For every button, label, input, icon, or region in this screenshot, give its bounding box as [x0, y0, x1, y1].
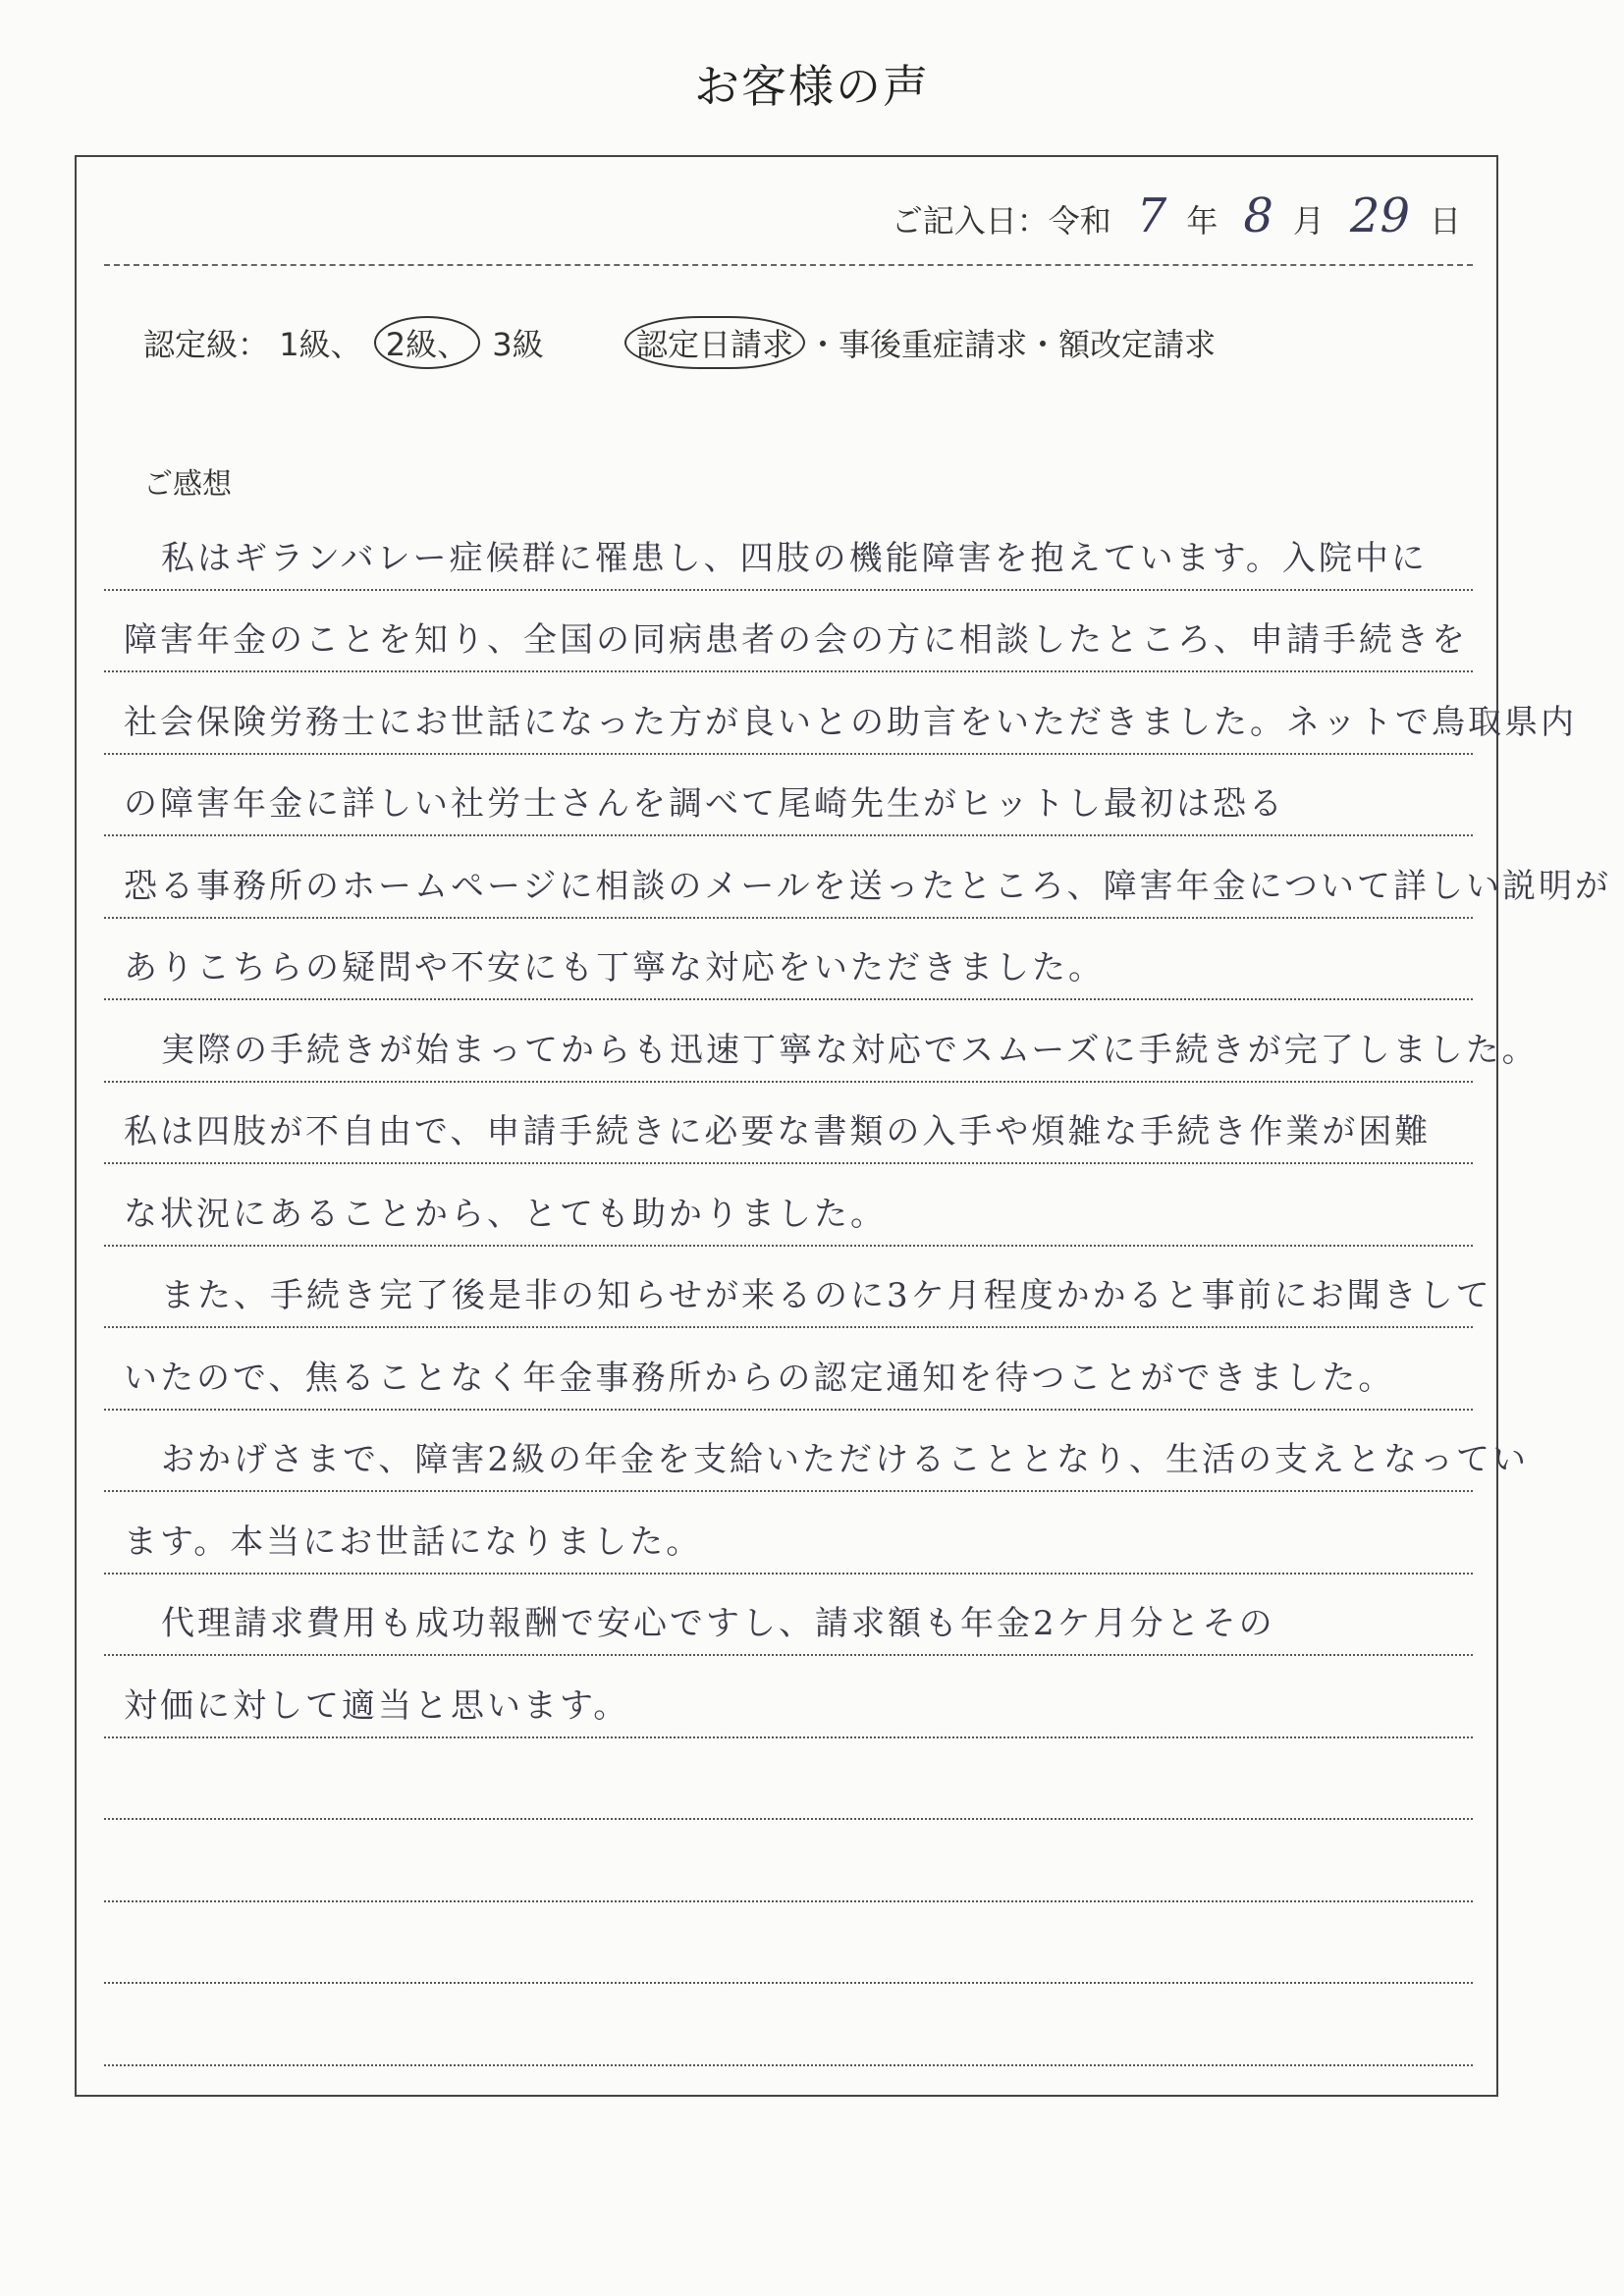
- certification-label: 認定級：: [143, 326, 270, 363]
- comment-line: [104, 1083, 1473, 1165]
- comment-line: [104, 1984, 1473, 2066]
- handwritten-text: な状況にあることから、とても助かりました。: [124, 1194, 887, 1234]
- handwritten-text: 社会保険労務士にお世話になった方が良いとの助言をいただきました。ネットで鳥取県内: [124, 702, 1577, 742]
- entry-date-label: ご記入日：令和: [891, 202, 1111, 240]
- comment-line: [104, 1247, 1492, 1329]
- comment-line: [104, 1738, 1473, 1821]
- handwritten-text: 恐る事務所のホームページに相談のメールを送ったところ、障害年金について詳しい説明が: [124, 866, 1611, 906]
- grade-1-option: 1級、: [279, 326, 362, 363]
- claim-separator: ・: [807, 326, 839, 363]
- comment-section-label: ご感想: [143, 467, 232, 502]
- comment-line: [104, 1492, 1473, 1575]
- year-unit: 年: [1186, 202, 1218, 240]
- comment-line: [104, 1411, 1529, 1493]
- comment-line: [104, 672, 1577, 755]
- comment-line: [104, 508, 1473, 591]
- claim-type-amount-revision: 額改定請求: [1058, 326, 1217, 363]
- comment-line: [104, 1575, 1473, 1657]
- handwritten-text: 実際の手続きが始まってからも迅速丁寧な対応でスムーズに手続きが完了しました。: [161, 1030, 1539, 1070]
- comment-line: [104, 836, 1611, 919]
- month-unit: 月: [1292, 202, 1325, 240]
- page-title: お客様の声: [694, 60, 930, 113]
- handwritten-text: 障害年金のことを知り、全国の同病患者の会の方に相談したところ、申請手続きを: [124, 620, 1468, 660]
- comment-line: [104, 1000, 1539, 1083]
- claim-separator: ・: [1027, 326, 1059, 363]
- handwritten-text: また、手続き完了後是非の知らせが来るのに3ケ月程度かかると事前にお聞きして: [161, 1276, 1492, 1315]
- handwritten-text: 代理請求費用も成功報酬で安心ですし、請求額も年金2ケ月分とその: [161, 1604, 1275, 1643]
- certification-row: [143, 316, 1439, 369]
- comment-lines: [104, 508, 1611, 2066]
- handwritten-text: ます。本当にお世話になりました。: [124, 1522, 703, 1562]
- comment-line: [104, 1328, 1473, 1411]
- dashed-divider: [104, 264, 1473, 266]
- form-frame: [75, 155, 1611, 2097]
- comment-line: [104, 1656, 1473, 1738]
- comment-line: [104, 919, 1473, 1001]
- handwritten-text: おかげさまで、障害2級の年金を支給いただけることとなり、生活の支えとなってい: [161, 1440, 1529, 1479]
- handwritten-text: 私は四肢が不自由で、申請手続きに必要な書類の入手や煩雑な手続き作業が困難: [124, 1112, 1432, 1151]
- comment-line: [104, 591, 1473, 673]
- claim-type-post-severity: 事後重症請求: [839, 326, 1028, 363]
- grade-3-option: 3級: [492, 326, 544, 363]
- comment-line: [104, 1820, 1473, 1902]
- entry-date-month: 8: [1243, 188, 1273, 243]
- handwritten-text: 対価に対して適当と思います。: [124, 1685, 630, 1726]
- comment-line: [104, 1164, 1473, 1247]
- handwritten-text: の障害年金に詳しい社労士さんを調べて尾崎先生がヒットし最初は恐る: [124, 784, 1285, 824]
- handwritten-text: いたので、焦ることなく年金事務所からの認定通知を待つことができました。: [124, 1358, 1395, 1398]
- grade-2-option-circled: 2級、: [374, 316, 480, 369]
- entry-date-year: 7: [1136, 188, 1167, 243]
- comment-line: [104, 755, 1473, 837]
- handwritten-text: 私はギランバレー症候群に罹患し、四肢の機能障害を抱えています。入院中に: [161, 538, 1428, 578]
- entry-date-day: 29: [1349, 188, 1410, 243]
- day-unit: 日: [1429, 202, 1461, 240]
- claim-type-certification-date-circled: 認定日請求: [624, 316, 805, 369]
- handwritten-text: ありこちらの疑問や不安にも丁寧な対応をいただきました。: [124, 948, 1105, 988]
- comment-line: [104, 1902, 1473, 1985]
- entry-date-row: [77, 188, 1461, 243]
